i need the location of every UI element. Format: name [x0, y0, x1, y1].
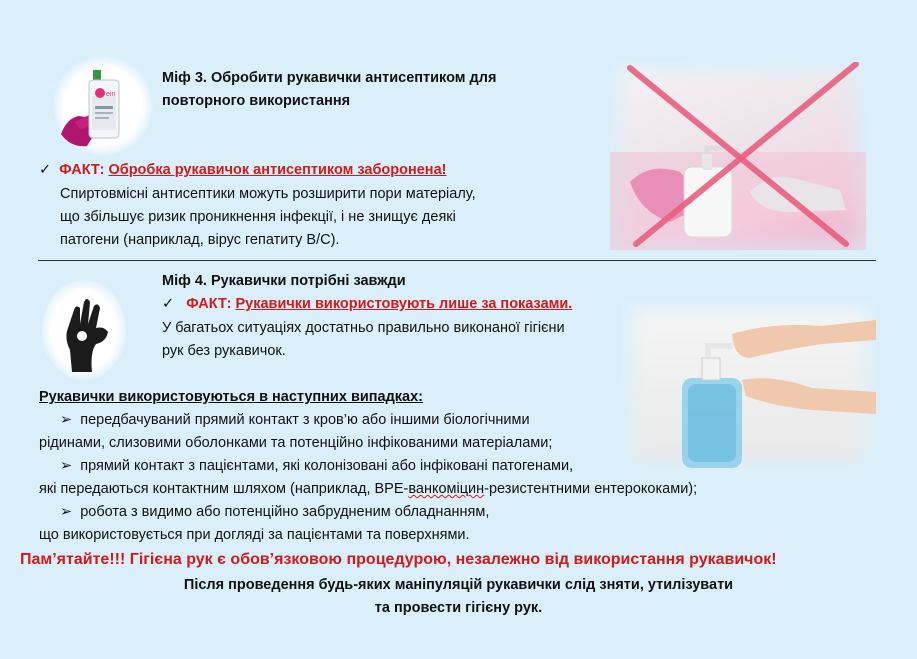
myth4-body-line2: рук без рукавичок. [162, 343, 286, 359]
checkmark-icon: ✓ [162, 296, 175, 312]
myth3-fact-text: Обробка рукавичок антисептиком заборонена! [108, 162, 447, 178]
myth4-title: Міф 4. Рукавички потрібні завжди [162, 273, 406, 289]
arrow-bullet-icon: ➢ [60, 504, 73, 520]
checkmark-icon: ✓ [39, 162, 52, 178]
myth3-fact-line [39, 160, 446, 181]
black-glove-ok-image [42, 280, 126, 380]
myth3-body-line3: патогени (наприклад, вірус гепатиту В/С). [60, 232, 340, 248]
case-item-3-line1: ➢ робота з видимо або потенційно забрудненим обладнанням, [60, 504, 490, 520]
myth3-body-line1: Спиртовмісні антисептики можуть розширити пори матеріалу, [60, 186, 476, 202]
myth3-title-line1: Міф 3. Обробити рукавички антисептиком для [162, 70, 497, 86]
final-instruction-line1: Після проведення будь-яких маніпуляцій рукавички слід зняти, утилізувати [183, 577, 734, 593]
crossed-glove-sanitizer-photo [610, 62, 866, 250]
sanitizer-glove-image [53, 56, 153, 156]
hand-hygiene-warning: Пам’ятайте!!! Гігієна рук є обов’язковою процедурою, незалежно від використання рукавичок! [20, 551, 777, 568]
arrow-bullet-icon: ➢ [60, 458, 73, 474]
final-instruction-line2: та провести гігієну рук. [374, 600, 543, 616]
case-item-2-line1: ➢ прямий контакт з пацієнтами, які колонізовані або інфіковані патогенами, [60, 458, 574, 474]
spellcheck-word: ванкоміцин [408, 481, 485, 497]
myth4-body-line1: У багатьох ситуаціях достатньо правильно виконаної гігієни [162, 320, 565, 336]
case-item-3-line2: що використовується при догляді за пацієнтами та поверхнями. [39, 527, 470, 543]
bottle-logo-text: ein [106, 91, 116, 98]
cases-heading: Рукавички використовуються в наступних випадках: [39, 389, 424, 405]
arrow-bullet-icon: ➢ [60, 412, 73, 428]
case-item-1-line1: ➢ передбачуваний прямий контакт з кров’ю або іншими біологічними [60, 412, 530, 428]
myth4-fact-label: ФАКТ: [186, 296, 232, 312]
hand-sanitizer-photo [622, 300, 876, 472]
case-item-2-line2: які передаються контактним шляхом (наприклад, ВРЕ-ванкоміцин-резистентними ентерококами); [39, 481, 698, 497]
section-divider [38, 260, 876, 261]
myth4-fact-line [162, 294, 572, 315]
myth3-title-line2: повторного використання [162, 93, 351, 109]
case-item-1-line2: рідинами, слизовими оболонками та потенційно інфікованими матеріалами; [39, 435, 553, 451]
myth4-fact-text: Рукавички використовують лише за показами. [235, 296, 573, 312]
myth3-body-line2: що збільшує ризик проникнення інфекції, і не знищує деякі [60, 209, 456, 225]
myth3-fact-label: ФАКТ: [59, 162, 105, 178]
